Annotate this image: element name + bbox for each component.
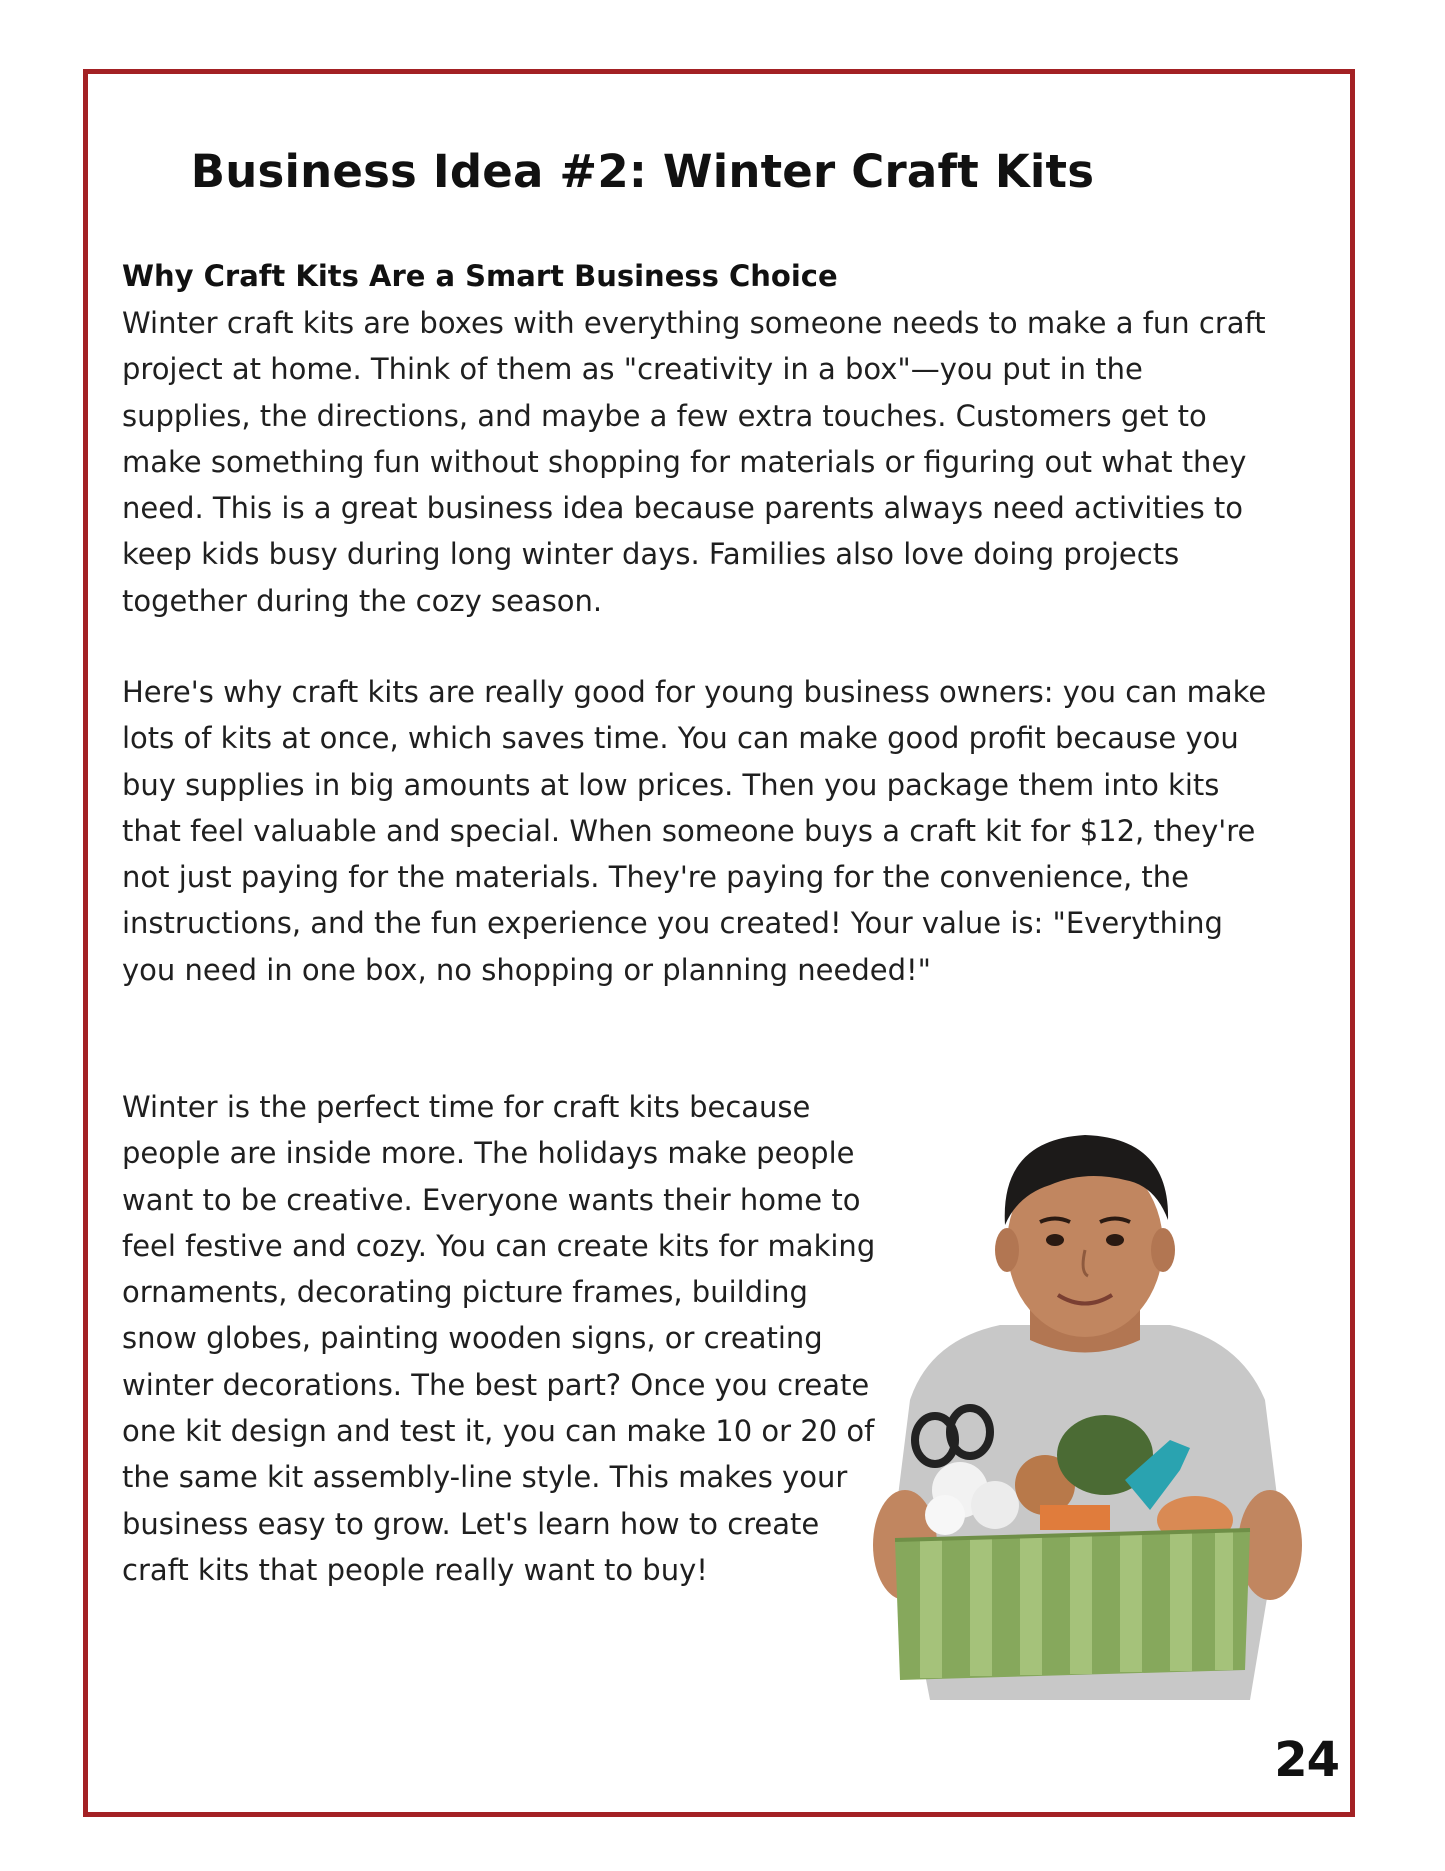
page-number: 24 [1274,1732,1339,1788]
section-subheading: Why Craft Kits Are a Smart Business Choice [122,259,838,293]
page-title: Business Idea #2: Winter Craft Kits [190,145,1095,198]
paragraph-benefits: Here's why craft kits are really good for young business owners: you can make lots of kits at once, which saves time. You can make good profit because you buy supplies in big amounts at low prices. Then you package them into kits that feel valuable and special. When someone buys a craft kit for $12, they're not just paying for the materials. They're paying for the convenience, the instructions, and the fun experience you created! Your value is: "Everything you need in one box, no shopping or planning needed!" [122,675,1267,987]
paragraph-winter: Winter is the perfect time for craft kits because people are inside more. The holidays make people want to be creative. Everyone wants their home to feel festive and cozy. You can create kits for making ornaments, decorating picture frames, building snow globes, painting wooden signs, or creating winter decorations. The best part? Once you create one kit design and test it, you can make 10 or 20 of the same kit assembly-line style. This makes your business easy to grow. Let's learn how to create craft kits that people really want to buy! [122,1090,876,1587]
boy-holding-craft-box-icon [850,1100,1320,1700]
paragraph-intro: Winter craft kits are boxes with everything someone needs to make a fun craft project at home. Think of them as "creativity in a box"—you put in the supplies, the directions, and maybe a few extra touches. Customers get to make something fun without shopping for materials or figuring out what they need. This is a great business idea because parents always need activities to keep kids busy during long winter days. Families also love doing projects together during the cozy season. [122,306,1266,618]
